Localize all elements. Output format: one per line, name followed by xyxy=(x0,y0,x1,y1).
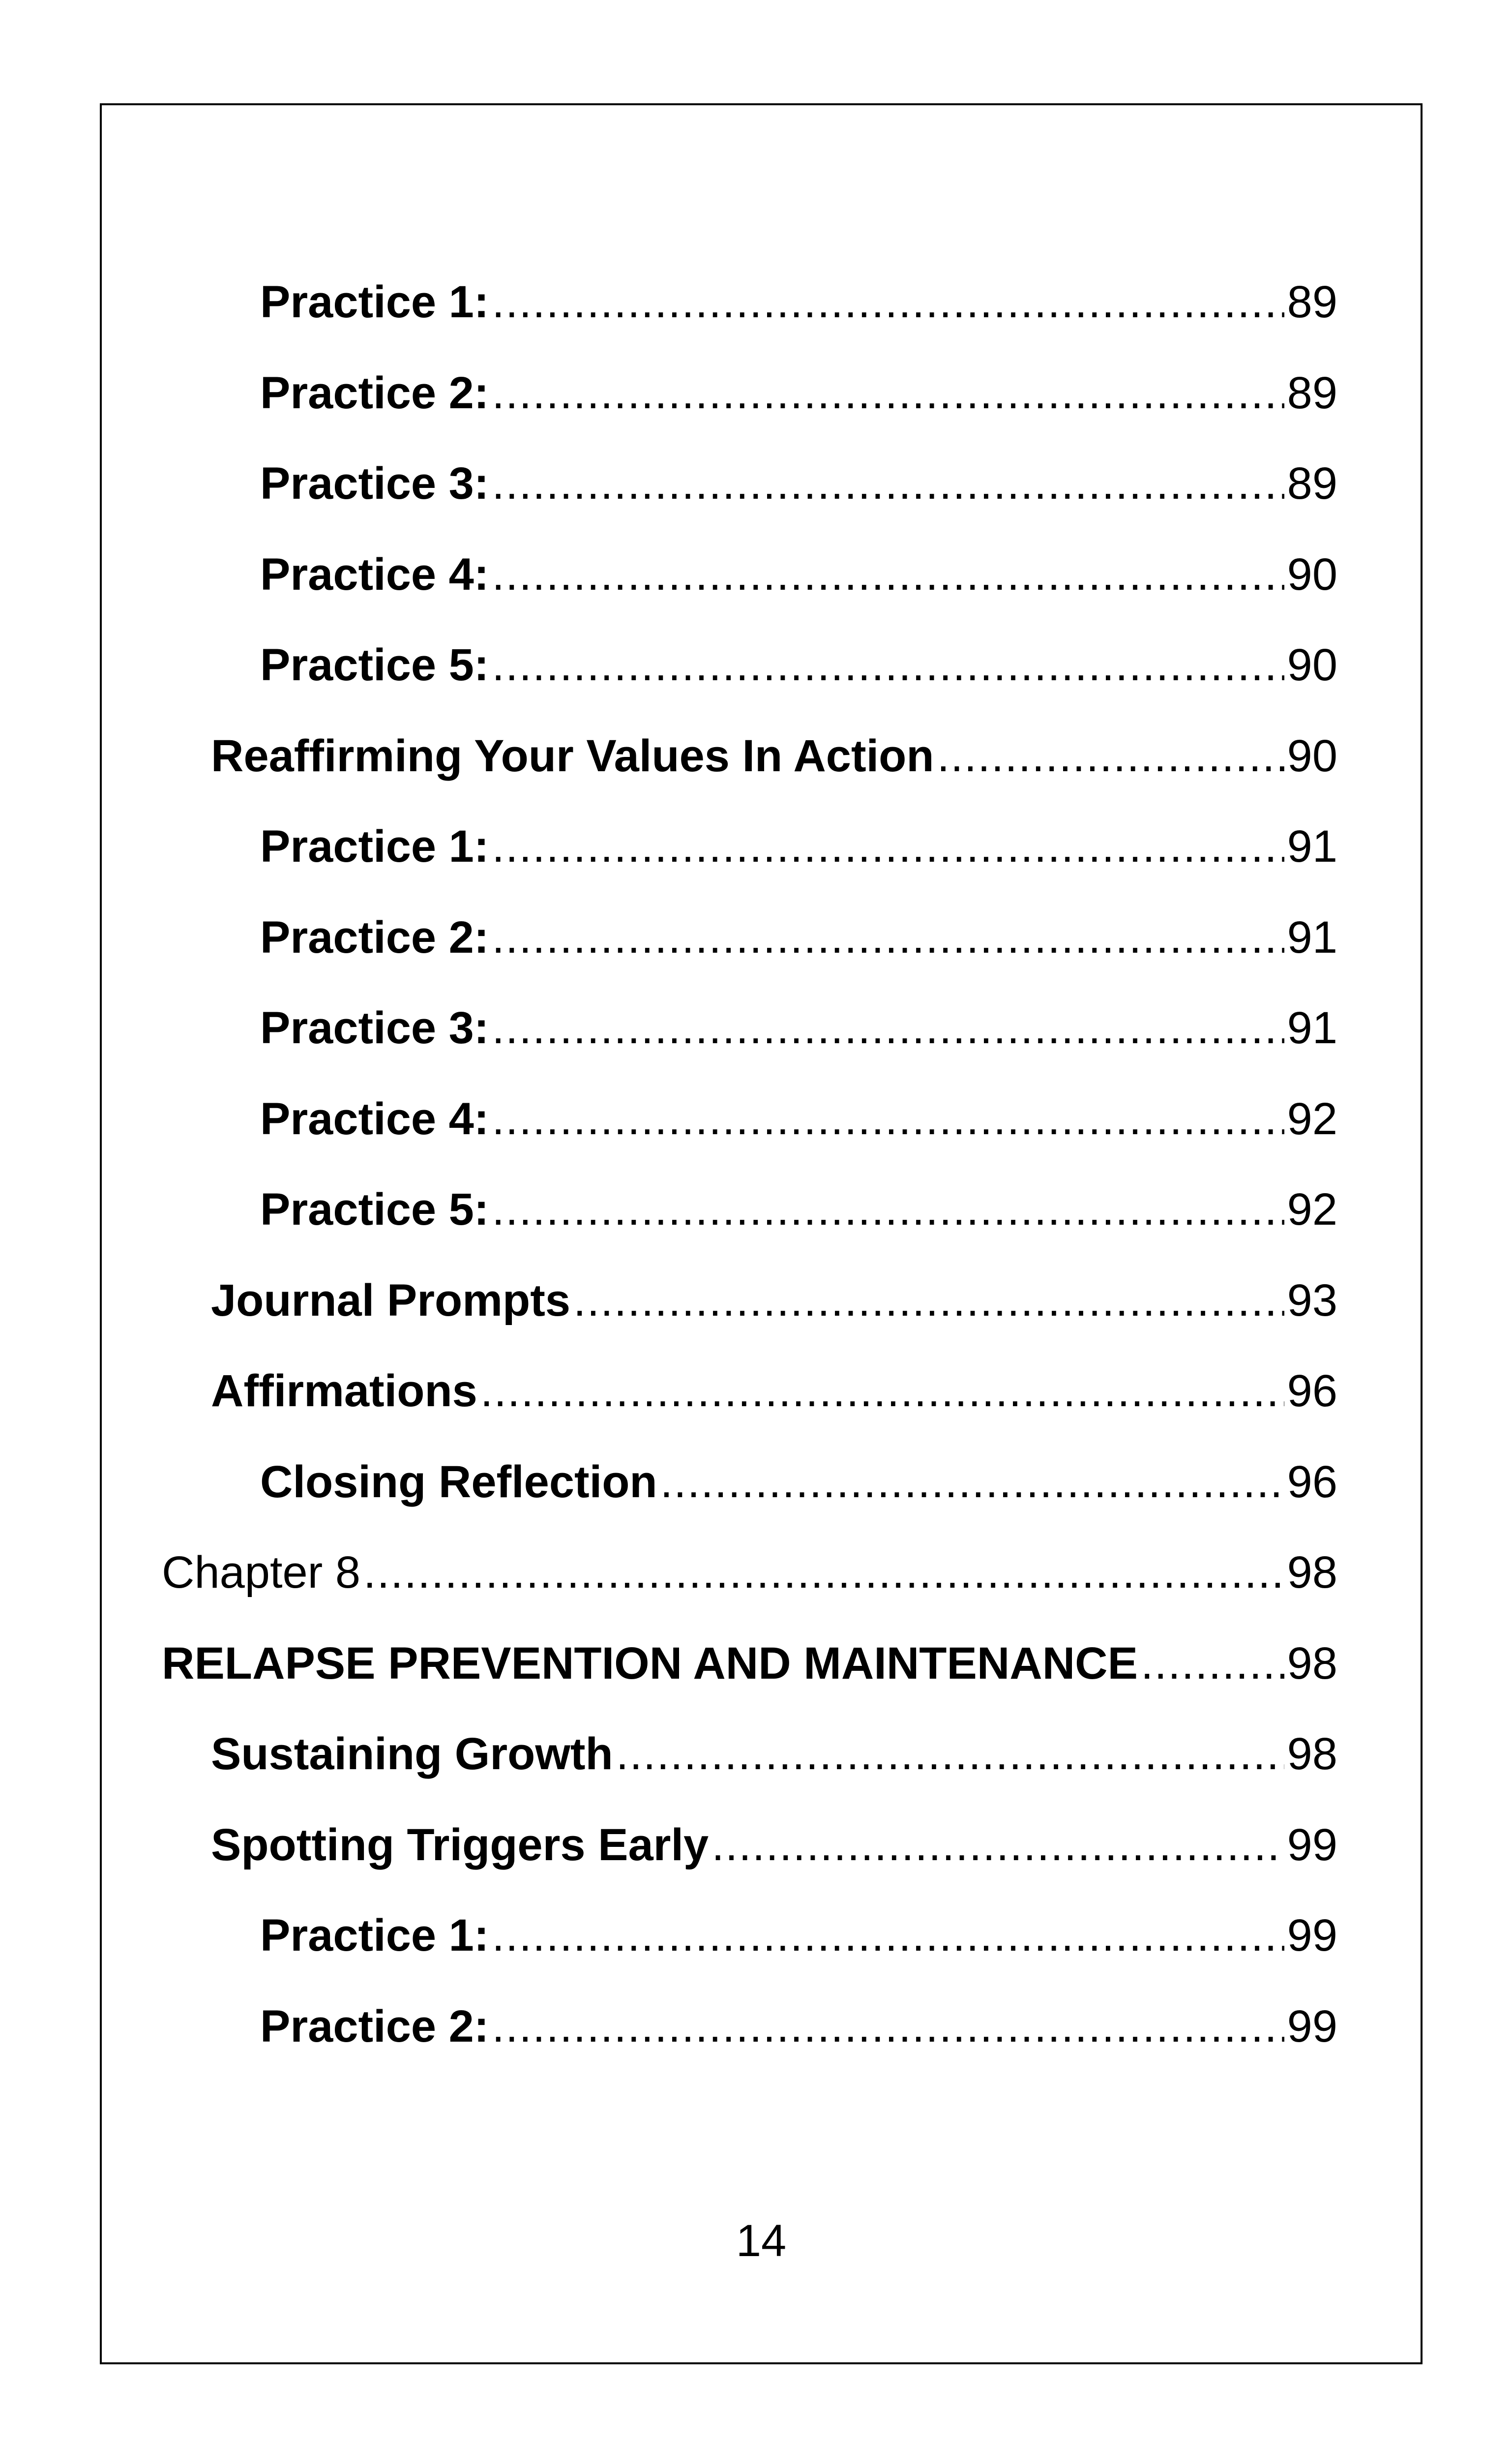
toc-entry-page: 89 xyxy=(1287,277,1337,327)
toc-dot-leader xyxy=(573,1273,1284,1327)
toc-dot-leader xyxy=(660,1455,1284,1509)
toc-entry-page: 91 xyxy=(1287,912,1337,963)
toc-dot-leader xyxy=(492,547,1284,602)
toc-entry-title: Practice 2: xyxy=(260,2001,489,2051)
toc-entry-page: 90 xyxy=(1287,640,1337,690)
toc-entry-page: 92 xyxy=(1287,1093,1337,1144)
page-number: 14 xyxy=(736,2216,787,2266)
toc-entry-title: Practice 1: xyxy=(260,277,489,327)
toc-entry[interactable] xyxy=(211,729,1337,783)
toc-entry-title: Practice 4: xyxy=(260,549,489,600)
toc-entry-page: 98 xyxy=(1287,1638,1337,1689)
toc-entry[interactable] xyxy=(211,1364,1337,1418)
toc-entry-page: 96 xyxy=(1287,1456,1337,1507)
toc-entry-title: Practice 3: xyxy=(260,458,489,509)
toc-dot-leader xyxy=(492,1092,1284,1146)
toc-entry-page: 98 xyxy=(1287,1729,1337,1779)
toc-entry-page: 96 xyxy=(1287,1366,1337,1416)
toc-entry[interactable] xyxy=(260,819,1337,874)
toc-entry-title: RELAPSE PREVENTION AND MAINTENANCE xyxy=(162,1638,1138,1689)
toc-dot-leader xyxy=(492,1908,1284,1962)
toc-entry-title: Practice 5: xyxy=(260,640,489,690)
toc-dot-leader xyxy=(492,366,1284,420)
toc-dot-leader xyxy=(492,1182,1284,1237)
toc-entry[interactable] xyxy=(260,1092,1337,1146)
toc-entry[interactable] xyxy=(162,1545,1337,1599)
toc-dot-leader xyxy=(492,638,1284,692)
toc-entry-page: 89 xyxy=(1287,367,1337,418)
toc-entry-page: 99 xyxy=(1287,1910,1337,1960)
toc-dot-leader xyxy=(492,456,1284,511)
toc-entry[interactable] xyxy=(211,1727,1337,1781)
toc-entry-title: Reaffirming Your Values In Action xyxy=(211,730,934,781)
toc-entry[interactable] xyxy=(260,456,1337,511)
toc-entry-page: 91 xyxy=(1287,1003,1337,1053)
toc-entry-title: Closing Reflection xyxy=(260,1456,657,1507)
toc-dot-leader xyxy=(616,1727,1284,1781)
toc-entry[interactable] xyxy=(211,1818,1337,1872)
toc-entry-title: Practice 1: xyxy=(260,821,489,872)
toc-entry-title: Practice 1: xyxy=(260,1910,489,1960)
toc-dot-leader xyxy=(492,819,1284,874)
toc-entry-page: 90 xyxy=(1287,730,1337,781)
toc-entry-page: 99 xyxy=(1287,2001,1337,2051)
toc-entry-title: Practice 4: xyxy=(260,1093,489,1144)
toc-entry-title: Practice 2: xyxy=(260,367,489,418)
toc-entry[interactable] xyxy=(211,1273,1337,1327)
page-frame xyxy=(100,103,1423,2364)
toc-entry-page: 89 xyxy=(1287,458,1337,509)
toc-entry[interactable] xyxy=(260,366,1337,420)
toc-entry-title: Chapter 8 xyxy=(162,1547,361,1598)
toc-entry-title: Sustaining Growth xyxy=(211,1729,613,1779)
toc-entry[interactable] xyxy=(260,275,1337,329)
toc-entry-title: Practice 2: xyxy=(260,912,489,963)
toc-dot-leader xyxy=(492,910,1284,965)
toc-entry-page: 93 xyxy=(1287,1275,1337,1326)
toc-dot-leader xyxy=(492,1001,1284,1055)
toc-entry[interactable] xyxy=(260,1908,1337,1962)
toc-entry[interactable] xyxy=(260,547,1337,602)
toc-entry-title: Affirmations xyxy=(211,1366,477,1416)
toc-dot-leader xyxy=(492,1999,1284,2053)
toc-dot-leader xyxy=(363,1545,1284,1599)
toc-entry-page: 98 xyxy=(1287,1547,1337,1598)
toc-entry-title: Journal Prompts xyxy=(211,1275,571,1326)
toc-entry[interactable] xyxy=(260,638,1337,692)
toc-entry-title: Practice 3: xyxy=(260,1003,489,1053)
toc-dot-leader xyxy=(1141,1636,1284,1690)
toc-entry[interactable] xyxy=(260,910,1337,965)
toc-entry-page: 90 xyxy=(1287,549,1337,600)
toc-dot-leader xyxy=(937,729,1284,783)
toc-dot-leader xyxy=(492,275,1284,329)
toc-entry[interactable] xyxy=(260,1455,1337,1509)
toc-dot-leader xyxy=(712,1818,1284,1872)
toc-entry-title: Practice 5: xyxy=(260,1184,489,1235)
toc-entry[interactable] xyxy=(260,1182,1337,1237)
toc-entry[interactable] xyxy=(260,1001,1337,1055)
toc-entry[interactable] xyxy=(260,1999,1337,2053)
toc-entry-title: Spotting Triggers Early xyxy=(211,1819,709,1870)
toc-dot-leader xyxy=(480,1364,1284,1418)
toc-entry-page: 91 xyxy=(1287,821,1337,872)
toc-entry-page: 92 xyxy=(1287,1184,1337,1235)
toc-entry-page: 99 xyxy=(1287,1819,1337,1870)
toc-entry[interactable] xyxy=(162,1636,1337,1690)
table-of-contents xyxy=(102,105,1421,2362)
